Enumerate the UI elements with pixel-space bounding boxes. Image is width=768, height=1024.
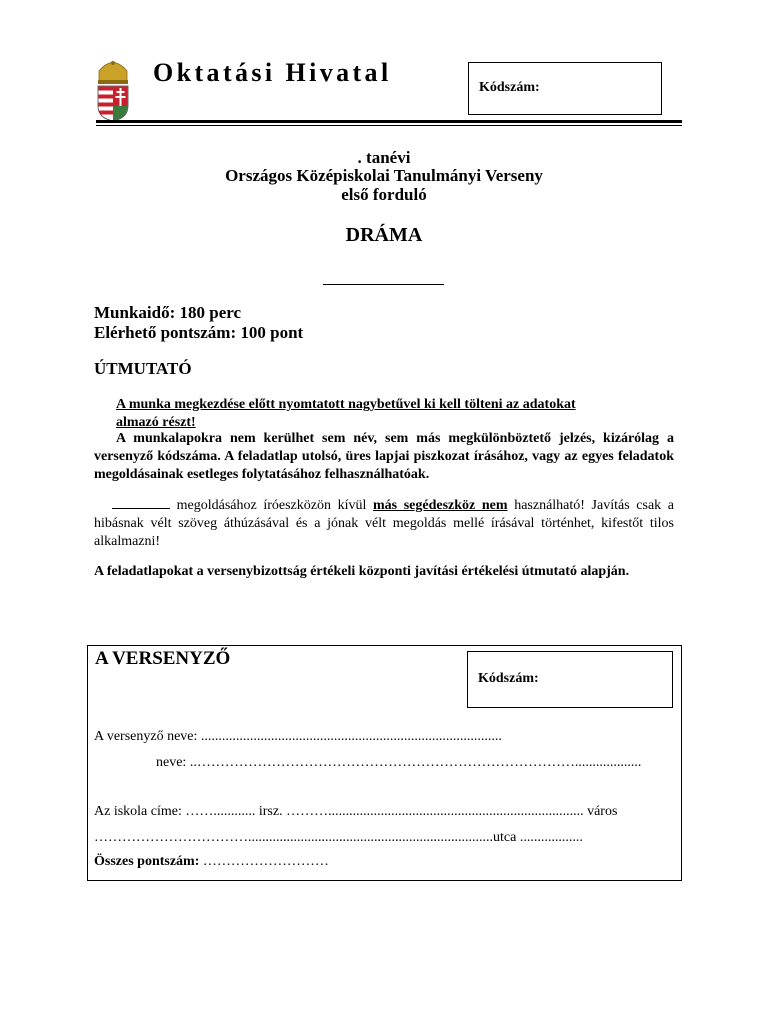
guide-paragraph-2 bbox=[94, 430, 674, 484]
competitor-code-label: Kódszám: bbox=[478, 671, 539, 686]
header-rule-thick bbox=[96, 120, 682, 123]
school-year-line: . tanévi bbox=[357, 148, 411, 167]
worktime-text: Munkaidő: 180 perc bbox=[94, 303, 242, 322]
subject-blank-line bbox=[112, 496, 170, 509]
competitor-name-field: A versenyző neve: ...................................................................................... bbox=[94, 729, 502, 744]
total-points-label: Összes pontszám: bbox=[94, 854, 200, 869]
header-code-box bbox=[468, 62, 662, 115]
guide-paragraph-2-text: A munkalapokra nem kerülhet sem név, sem más megkülönböztető jelzés, kizárólag a versenyző kódszáma. A feladatlap utolsó, üres lapjai piszkozat írásához, vagy az egyes feladatok megoldásainak esetleges folytatásához felhasználhatóak. bbox=[94, 431, 674, 482]
guide-paragraph-1 bbox=[94, 396, 674, 432]
total-points-dots: ……………………… bbox=[202, 854, 329, 869]
competitor-title: A VERSENYZŐ bbox=[95, 648, 231, 669]
guide-paragraph-3 bbox=[94, 496, 674, 551]
competition-round: első forduló bbox=[341, 185, 427, 204]
guide-paragraph-3-b: más segédeszköz nem bbox=[373, 498, 508, 513]
total-points-field bbox=[94, 854, 329, 870]
guide-heading: ÚTMUTATÓ bbox=[94, 359, 192, 378]
guide-paragraph-4: A feladatlapokat a versenybizottság értékeli központi javítási értékelési útmutató alapján. bbox=[94, 564, 630, 579]
guide-paragraph-3-a: megoldásához íróeszközön kívül bbox=[176, 498, 367, 513]
street-field: ……………………………......................................................................utca .................. bbox=[94, 830, 583, 845]
subject-underline bbox=[323, 284, 444, 285]
school-address-field: Az iskola címe: ……............ irsz. ………......................................................................... város bbox=[94, 804, 618, 819]
competitor-code-box bbox=[467, 651, 673, 708]
organization-title: Oktatási Hivatal bbox=[153, 58, 392, 87]
competitor-name-field-2: neve: ..………………………………………………………………………................... bbox=[156, 755, 642, 770]
header-code-label: Kódszám: bbox=[479, 80, 540, 95]
guide-paragraph-3-c: használható! Javítás csak a hibásnak vélt szöveg áthúzásával és a jónak vélt megoldás mellé írásával történhet, kifestőt tilos alkalmazni! bbox=[94, 498, 674, 549]
guide-paragraph-1-line1: A munka megkezdése előtt nyomtatott nagybetűvel ki kell tölteni az adatokat bbox=[116, 397, 576, 412]
hungarian-coat-of-arms-icon bbox=[96, 60, 130, 122]
competition-name: Országos Középiskolai Tanulmányi Verseny bbox=[225, 166, 543, 185]
guide-paragraph-1-line2: almazó részt! bbox=[116, 415, 196, 430]
header-rule-thin bbox=[96, 125, 682, 126]
subject-title: DRÁMA bbox=[345, 224, 423, 246]
points-text: Elérhető pontszám: 100 pont bbox=[94, 323, 304, 342]
